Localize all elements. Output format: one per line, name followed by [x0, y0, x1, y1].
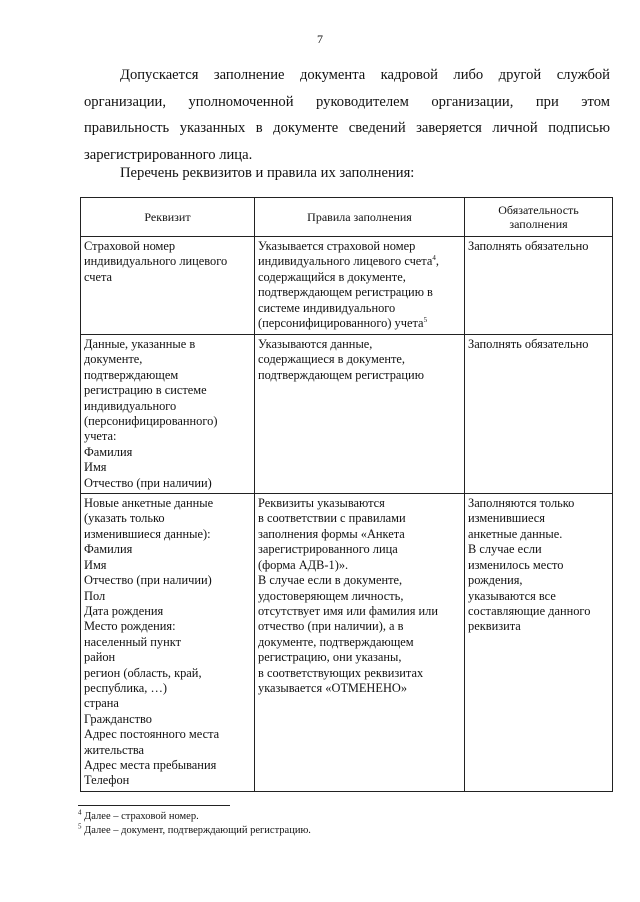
cell-line: Отчество (при наличии)	[84, 475, 212, 490]
cell-line: Заполнять обязательно	[468, 239, 589, 253]
cell-line: Имя	[84, 460, 107, 475]
intro-paragraph	[84, 62, 610, 168]
cell-line: изменившиеся данные):	[84, 526, 211, 541]
header-rules: Правила заполнения	[255, 198, 465, 237]
footnote-text: Далее – документ, подтверждающий регистрацию.	[81, 825, 311, 836]
table-row	[81, 237, 613, 335]
cell-mandatory	[465, 237, 613, 335]
footnote-separator	[78, 805, 230, 806]
cell-line: Фамилия	[84, 444, 133, 459]
footnote-text: Далее – страховой номер.	[81, 811, 199, 822]
footnote	[78, 810, 598, 824]
header-mandatory	[465, 198, 613, 237]
cell-line: отчество (при наличии), а в	[258, 619, 404, 634]
cell-line: анкетные данные.	[468, 526, 563, 541]
cell-line: В случае если в документе,	[258, 573, 403, 588]
cell-line: (указать только	[84, 511, 165, 526]
cell-line: район	[84, 650, 116, 665]
cell-line: зарегистрированного лица	[258, 542, 398, 557]
cell-requisite	[81, 494, 255, 792]
cell-line: Заполнять обязательно	[468, 337, 589, 351]
cell-line: подтверждающем регистрацию в	[258, 285, 433, 300]
cell-line: реквизита	[468, 619, 521, 634]
header-requisite: Реквизит	[81, 198, 255, 237]
intro-line: зарегистрированного лица.	[84, 146, 253, 163]
intro-line: правильность указанных в документе сведений заверяется личной подписью	[84, 120, 610, 136]
cell-line: рождения,	[468, 573, 523, 588]
cell-line: жительства	[84, 742, 145, 757]
cell-text: индивидуального лицевого счета	[258, 254, 433, 269]
cell-line: указывается «ОТМЕНЕНО»	[258, 680, 408, 695]
cell-line: Указывается страховой номер	[258, 239, 416, 253]
cell-line: документе, подтверждающем	[258, 634, 414, 649]
cell-line: регистрацию в системе	[84, 383, 207, 398]
cell-mandatory	[465, 494, 613, 792]
cell-line: Данные, указанные в	[84, 337, 196, 351]
cell-line: документе,	[84, 352, 143, 367]
cell-line: составляющие данного	[468, 603, 591, 618]
cell-line: индивидуального лицевого	[84, 254, 228, 269]
cell-rules	[255, 237, 465, 335]
cell-line: системе индивидуального	[258, 300, 396, 315]
cell-line: содержащиеся в документе,	[258, 352, 405, 367]
requisites-table	[80, 197, 613, 792]
cell-line: счета	[84, 269, 113, 284]
cell-rules	[255, 335, 465, 494]
cell-line: в соответствующих реквизитах	[258, 665, 424, 680]
cell-line: населенный пункт	[84, 634, 182, 649]
cell-line: Пол	[84, 588, 106, 603]
list-heading: Перечень реквизитов и правила их заполнения:	[120, 165, 415, 181]
cell-line: республика, …)	[84, 680, 168, 695]
cell-line: содержащийся в документе,	[258, 269, 406, 284]
footnote-mark: 4	[78, 808, 82, 817]
cell-mandatory	[465, 335, 613, 494]
cell-line: Новые анкетные данные	[84, 496, 214, 511]
cell-line: изменившиеся	[468, 511, 545, 526]
intro-line: Допускается заполнение документа кадровой либо другой службой	[120, 67, 610, 83]
footnotes	[78, 810, 598, 838]
cell-line: (форма АДВ-1)».	[258, 557, 349, 572]
cell-line: страна	[84, 696, 119, 711]
cell-line: Телефон	[84, 773, 130, 788]
cell-line: подтверждающем	[84, 367, 179, 382]
cell-line: Отчество (при наличии)	[84, 573, 212, 588]
cell-line: индивидуального	[84, 398, 177, 413]
cell-line: указываются все	[468, 588, 556, 603]
cell-line: Указываются данные,	[258, 337, 373, 351]
cell-line: отсутствует имя или фамилия или	[258, 603, 438, 618]
cell-line	[258, 254, 461, 269]
footnote-ref: 5	[423, 315, 428, 324]
cell-line: удостоверяющем личность,	[258, 588, 404, 603]
header-mandatory-line: Обязательность	[498, 203, 579, 217]
cell-line: подтверждающем регистрацию	[258, 367, 424, 382]
cell-line: Фамилия	[84, 542, 133, 557]
cell-line: изменилось место	[468, 557, 564, 572]
cell-line: Заполняются только	[468, 496, 575, 511]
cell-line: заполнения формы «Анкета	[258, 526, 405, 541]
cell-line: Адрес места пребывания	[84, 757, 217, 772]
cell-line	[258, 316, 461, 331]
footnote	[78, 824, 598, 838]
cell-line: (персонифицированного)	[84, 414, 218, 429]
page-number: 7	[317, 32, 323, 46]
cell-line: Имя	[84, 557, 107, 572]
cell-line: в соответствии с правилами	[258, 511, 406, 526]
header-mandatory-line: заполнения	[509, 217, 568, 231]
cell-line: Место рождения:	[84, 619, 176, 634]
intro-line: организации, уполномоченной руководителем организации, при этом	[84, 93, 610, 110]
cell-text: (персонифицированного) учета	[258, 316, 424, 331]
table-header-row	[81, 198, 613, 237]
cell-line: Гражданство	[84, 711, 152, 726]
cell-line: регистрацию, они указаны,	[258, 650, 402, 665]
cell-line: учета:	[84, 429, 117, 444]
cell-requisite	[81, 335, 255, 494]
comma: ,	[435, 254, 439, 269]
cell-line: Дата рождения	[84, 603, 164, 618]
table-row	[81, 494, 613, 792]
cell-line: Адрес постоянного места	[84, 727, 220, 742]
cell-line: Реквизиты указываются	[258, 496, 385, 511]
footnote-mark: 5	[78, 822, 82, 831]
cell-line: регион (область, край,	[84, 665, 202, 680]
footnote-ref: 4	[432, 254, 436, 263]
cell-rules	[255, 494, 465, 792]
cell-line: Страховой номер	[84, 239, 176, 253]
table-row	[81, 335, 613, 494]
cell-requisite	[81, 237, 255, 335]
cell-line: В случае если	[468, 542, 542, 557]
